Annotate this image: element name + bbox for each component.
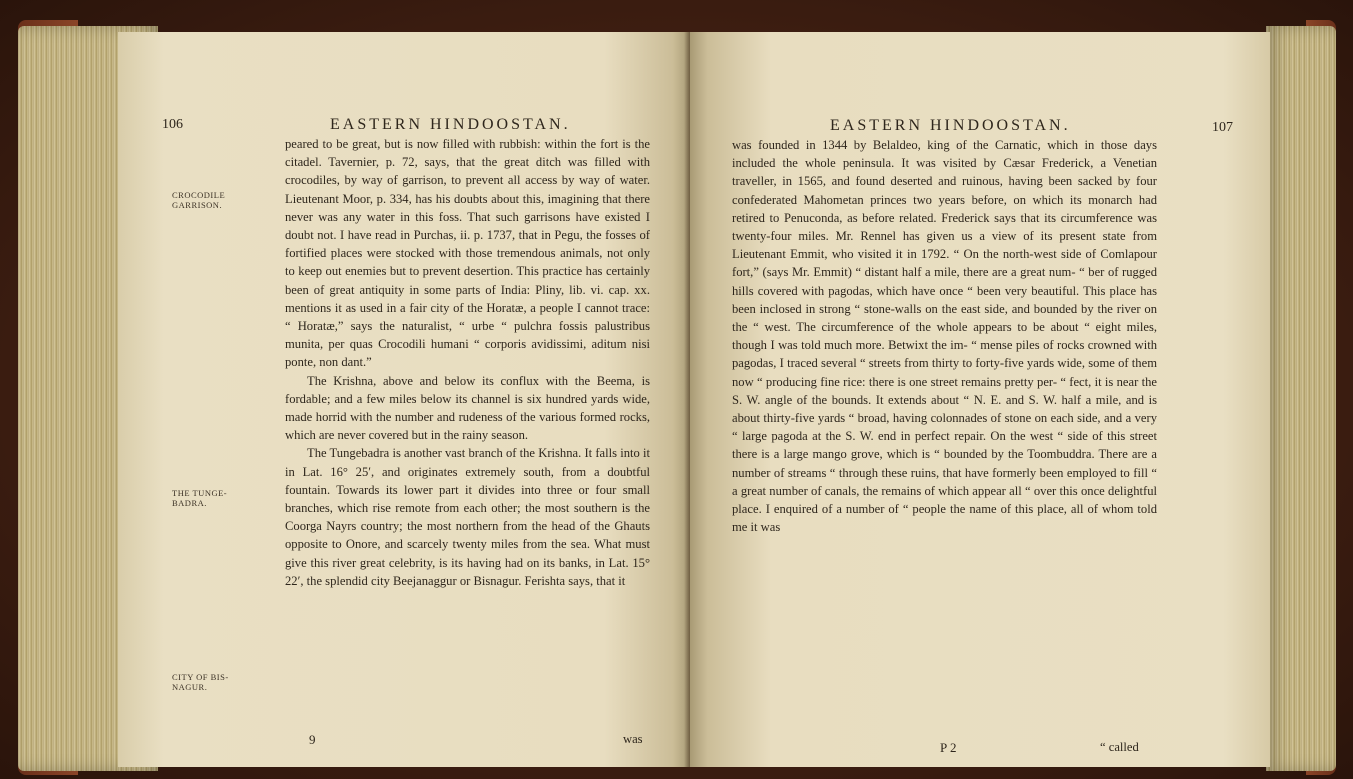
signature-mark: 9 [309, 732, 316, 747]
left-page [118, 32, 690, 767]
right-body [732, 136, 1157, 536]
paragraph: was founded in 1344 by Belaldeo, king of the Carnatic, which in those days included the whole peninsula. It was visited by Cæsar Frederick, a Venetian traveller, in 1565, and found deserted and ruinous, having been sacked by four confederated Mahometan princes two years before, on which its monarch had retired to Penuconda, as before related. Frederick says that its circumference was twenty-four miles. Mr. Rennel has given us a view of its present state from Lieutenant Emmit, who visited it in 1792. “ On the north-west side of Comlapour fort,” (says Mr. Emmit) “ distant half a mile, there are a great num- “ ber of rugged hills covered with pagodas, which have once “ been very beautiful. This place has been inclosed in strong “ stone-walls on the east side, and bounded by the river on the “ west. The circumference of the whole appears to be about “ eight miles, though I was told much more. Betwixt the im- “ mense piles of rocks crowned with pagodas, I traced several “ streets from thirty to forty-five yards wide, some of them now “ producing fine rice: there is one street remains pretty per- “ fect, it is near the S. W. angle of the bounds. It extends about “ N. E. and S. W. half a mile, and is about thirty-five yards “ broad, having colonnades of stone on each side, and a very “ large pagoda at the S. W. end in perfect repair. On the west “ side of this street there is a large mango grove, which is “ bounded by the Toombuddra. There are a number of streams “ through these ruins, that have formerly been employed to fill “ a great number of canals, the remains of which appear all “ over this once delightful place. I enquired of a number of “ people the name of this place, all of whom told me it was [732, 138, 1157, 535]
running-head: EASTERN HINDOOSTAN. [330, 116, 571, 133]
margin-note-tungebadra: THE TUNGE-BADRA. [172, 488, 228, 508]
margin-note-crocodile: CROCODILE GARRISON. [172, 190, 226, 210]
catchword: was [623, 732, 643, 746]
margin-note-bisnagur: CITY OF BIS-NAGUR. [172, 672, 229, 692]
right-page [690, 32, 1270, 767]
page-number: 106 [162, 117, 183, 132]
signature-mark: P 2 [940, 740, 957, 755]
open-book [18, 20, 1336, 775]
running-head: EASTERN HINDOOSTAN. [830, 117, 1071, 134]
left-body [285, 135, 650, 590]
right-page-edges [1266, 26, 1336, 771]
page-number: 107 [1212, 120, 1233, 135]
catchword: “ called [1100, 740, 1139, 754]
paragraph: peared to be great, but is now filled with rubbish: within the fort is the citadel. Tavernier, p. 72, says, that the great ditch was filled with crocodiles, by way of garrison, to prevent all access by way of water. Lieutenant Moor, p. 334, has his doubts about this, imagining that there never was any water in this foss. That such garrisons have existed I doubt not. I have read in Purchas, ii. p. 1737, that in Pegu, the fosses of fortified places were stocked with those tremendous animals, not only to keep out enemies but to prevent desertion. This practice has certainly been of great antiquity in some parts of India: Pliny, lib. vi. cap. xx. mentions it as used in a fair city of the Horatæ, a people I cannot trace: “ Horatæ,” says the naturalist, “ urbe “ pulchra fossis palustribus munita, per quas Crocodili humani “ corporis avidissimi, aditum nisi ponte, non dant.” [285, 137, 650, 370]
paragraph: The Krishna, above and below its conflux with the Beema, is fordable; and a few miles below its channel is six hundred yards wide, made horrid with the number and rudeness of the various formed rocks, which are never covered but in the rainy season. [285, 373, 650, 443]
paragraph: The Tungebadra is another vast branch of the Krishna. It falls into it in Lat. 16° 25′, and originates extremely south, from a doubtful fountain. Towards its lower part it divides into three or four small branches, which rise remote from each other; the most southern is the Coorga Nayrs country; the most northern from the head of the Ghauts opposite to Onore, and scarcely twenty miles from the sea. What must give this river great celebrity, is its having had on its banks, in Lat. 15° 22′, the splendid city Beejanaggur or Bisnagur. Ferishta says, that it [285, 446, 650, 588]
